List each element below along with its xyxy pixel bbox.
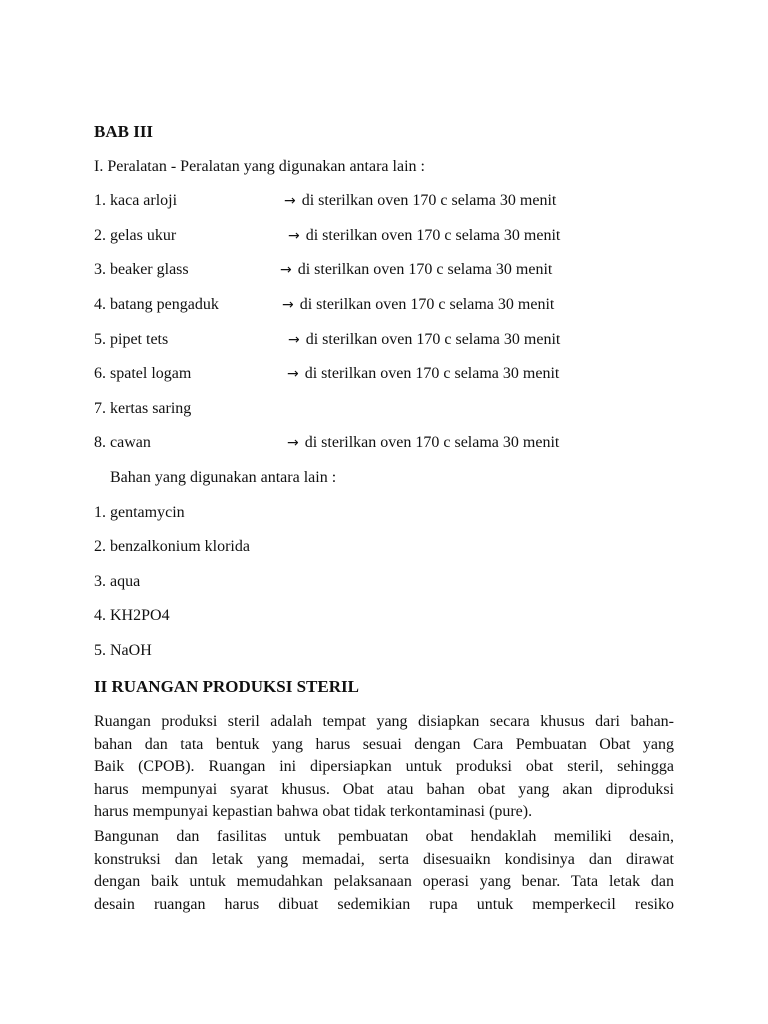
tool-note-text: di sterilkan oven 170 c selama 30 menit [305, 227, 561, 244]
tool-note [288, 330, 560, 350]
tool-label: 3. beaker glass [94, 261, 189, 278]
tools-intro: I. Peralatan - Peralatan yang digunakan antara lain : [94, 158, 425, 175]
document-page [94, 0, 674, 1024]
tool-note [288, 226, 560, 246]
arrow-icon: → [287, 435, 299, 451]
tool-note [284, 191, 556, 211]
material-item: 1. gentamycin [94, 504, 185, 521]
tool-note-text: di sterilkan oven 170 c selama 30 menit [304, 365, 560, 382]
tool-item [94, 433, 674, 453]
tool-note [282, 295, 554, 315]
arrow-icon: → [288, 228, 300, 244]
tool-label: 5. pipet tets [94, 331, 169, 348]
tool-item [94, 330, 674, 350]
paragraph-line: bahan dan tata bentuk yang harus sesuai dengan Cara Pembuatan Obat yang [94, 735, 674, 753]
tool-label: 8. cawan [94, 434, 151, 451]
paragraph-line: Bangunan dan fasilitas untuk pembuatan obat hendaklah memiliki desain, [94, 828, 674, 845]
paragraph-line: dengan baik untuk memudahkan pelaksanaan operasi yang benar. Tata letak dan [94, 873, 674, 890]
tool-item [94, 226, 674, 246]
paragraph-line: Baik (CPOB). Ruangan ini dipersiapkan untuk produksi obat steril, sehingga [94, 758, 674, 775]
arrow-icon: → [280, 262, 292, 278]
material-item: 4. KH2PO4 [94, 607, 170, 624]
tool-label: 6. spatel logam [94, 365, 192, 382]
material-item: 5. NaOH [94, 642, 152, 659]
tool-item [94, 364, 674, 384]
arrow-icon: → [287, 366, 299, 382]
tool-item [94, 191, 674, 211]
section-heading: II RUANGAN PRODUKSI STERIL [94, 677, 359, 696]
arrow-icon: → [288, 332, 300, 348]
material-item: 3. aqua [94, 573, 141, 590]
tool-item [94, 399, 674, 419]
tool-item [94, 260, 674, 280]
tool-note [287, 433, 559, 453]
tool-item [94, 295, 674, 315]
paragraph-line: desain ruangan harus dibuat sedemikian rupa untuk memperkecil resiko [94, 895, 674, 913]
paragraph-line: konstruksi dan letak yang memadai, serta disesuaikn kondisinya dan dirawat [94, 850, 674, 868]
arrow-icon: → [282, 297, 294, 313]
paragraph [94, 711, 674, 824]
tool-label: 7. kertas saring [94, 400, 192, 417]
tool-note-text: di sterilkan oven 170 c selama 30 menit [297, 261, 553, 278]
paragraph-line: Ruangan produksi steril adalah tempat yang disiapkan secara khusus dari bahan- [94, 713, 674, 730]
materials-intro: Bahan yang digunakan antara lain : [110, 469, 337, 486]
arrow-icon: → [284, 193, 296, 209]
tool-note-text: di sterilkan oven 170 c selama 30 menit [301, 192, 557, 209]
tool-note [287, 364, 559, 384]
paragraph-line: harus mempunyai kepastian bahwa obat tidak terkontaminasi (pure). [94, 803, 533, 820]
paragraph [94, 826, 674, 916]
tool-label: 4. batang pengaduk [94, 296, 219, 313]
tool-label: 1. kaca arloji [94, 192, 178, 209]
tool-note-text: di sterilkan oven 170 c selama 30 menit [299, 296, 555, 313]
tool-label: 2. gelas ukur [94, 227, 177, 244]
paragraph-line: harus mempunyai syarat khusus. Obat atau bahan obat yang akan diproduksi [94, 780, 674, 798]
tool-note-text: di sterilkan oven 170 c selama 30 menit [305, 331, 561, 348]
tool-note-text: di sterilkan oven 170 c selama 30 menit [304, 434, 560, 451]
material-item: 2. benzalkonium klorida [94, 538, 250, 555]
chapter-title: BAB III [94, 122, 154, 141]
tool-note [280, 260, 552, 280]
